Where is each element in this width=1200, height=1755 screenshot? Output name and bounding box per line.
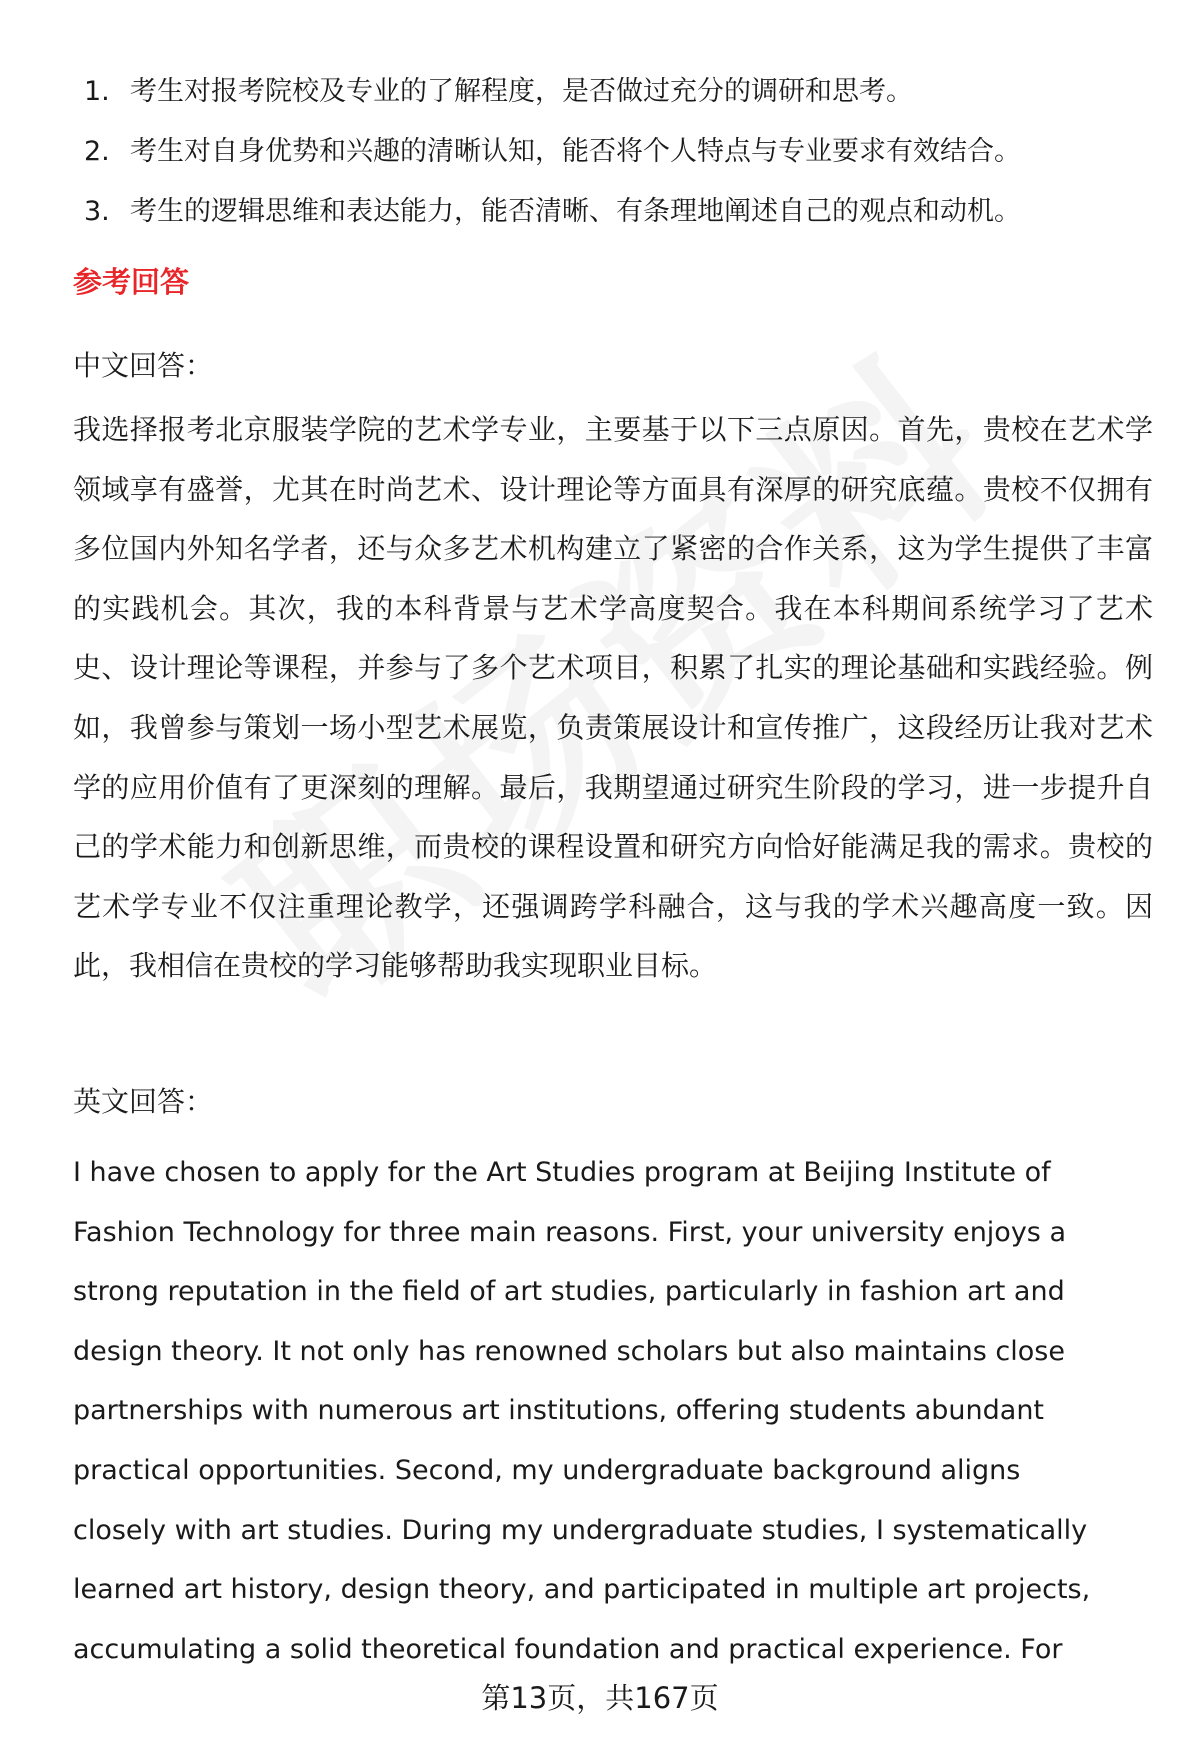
english-line: practical opportunities. Second, my undergraduate background aligns <box>73 1454 1021 1486</box>
criteria-text: 考生对自身优势和兴趣的清晰认知，能否将个人特点与专业要求有效结合。 <box>130 136 1021 167</box>
criteria-list <box>82 62 1152 242</box>
english-line: closely with art studies. During my undergraduate studies, I systematically <box>73 1514 1088 1546</box>
criteria-number: 2. <box>84 136 110 167</box>
criteria-number: 1. <box>84 76 110 107</box>
criteria-item <box>82 62 1152 122</box>
criteria-item <box>82 182 1152 242</box>
english-line: design theory. It not only has renowned scholars but also maintains close <box>73 1335 1065 1367</box>
criteria-number: 3. <box>84 196 110 227</box>
criteria-text: 考生的逻辑思维和表达能力，能否清晰、有条理地阐述自己的观点和动机。 <box>130 196 1021 227</box>
english-line: learned art history, design theory, and participated in multiple art projects, <box>73 1574 1091 1606</box>
english-line: strong reputation in the field of art studies, particularly in fashion art and <box>73 1276 1065 1308</box>
chinese-answer-paragraph: 我选择报考北京服装学院的艺术学专业，主要基于以下三点原因。首先，贵校在艺术学领域享有盛誉，尤其在时尚艺术、设计理论等方面具有深厚的研究底蕴。贵校不仅拥有多位国内外知名学者，还与众多艺术机构建立了紧密的合作关系，这为学生提供了丰富的实践机会。其次，我的本科背景与艺术学高度契合。我在本科期间系统学习了艺术史、设计理论等课程，并参与了多个艺术项目，积累了扎实的理论基础和实践经验。例如，我曾参与策划一场小型艺术展览，负责策展设计和宣传推广，这段经历让我对艺术学的应用价值有了更深刻的理解。最后，我期望通过研究生阶段的学习，进一步提升自己的学术能力和创新思维，而贵校的课程设置和研究方向恰好能满足我的需求。贵校的艺术学专业不仅注重理论教学，还强调跨学科融合，这与我的学术兴趣高度一致。因此，我相信在贵校的学习能够帮助我实现职业目标。 <box>73 413 1153 983</box>
english-answer-paragraph <box>73 1143 1153 1679</box>
english-line: Fashion Technology for three main reasons. First, your university enjoys a <box>73 1216 1067 1248</box>
english-line: I have chosen to apply for the Art Studies program at Beijing Institute of <box>73 1157 1051 1188</box>
criteria-item <box>82 122 1152 182</box>
english-answer-label: 英文回答： <box>73 1085 214 1118</box>
chinese-answer-label: 中文回答： <box>73 349 214 382</box>
english-line: partnerships with numerous art institutions, offering students abundant <box>73 1395 1045 1427</box>
page-footer: 第13页，共167页 <box>481 1681 719 1715</box>
english-line: accumulating a solid theoretical foundation and practical experience. For <box>73 1633 1063 1665</box>
section-heading: 参考回答 <box>73 265 190 299</box>
criteria-text: 考生对报考院校及专业的了解程度，是否做过充分的调研和思考。 <box>130 76 913 107</box>
